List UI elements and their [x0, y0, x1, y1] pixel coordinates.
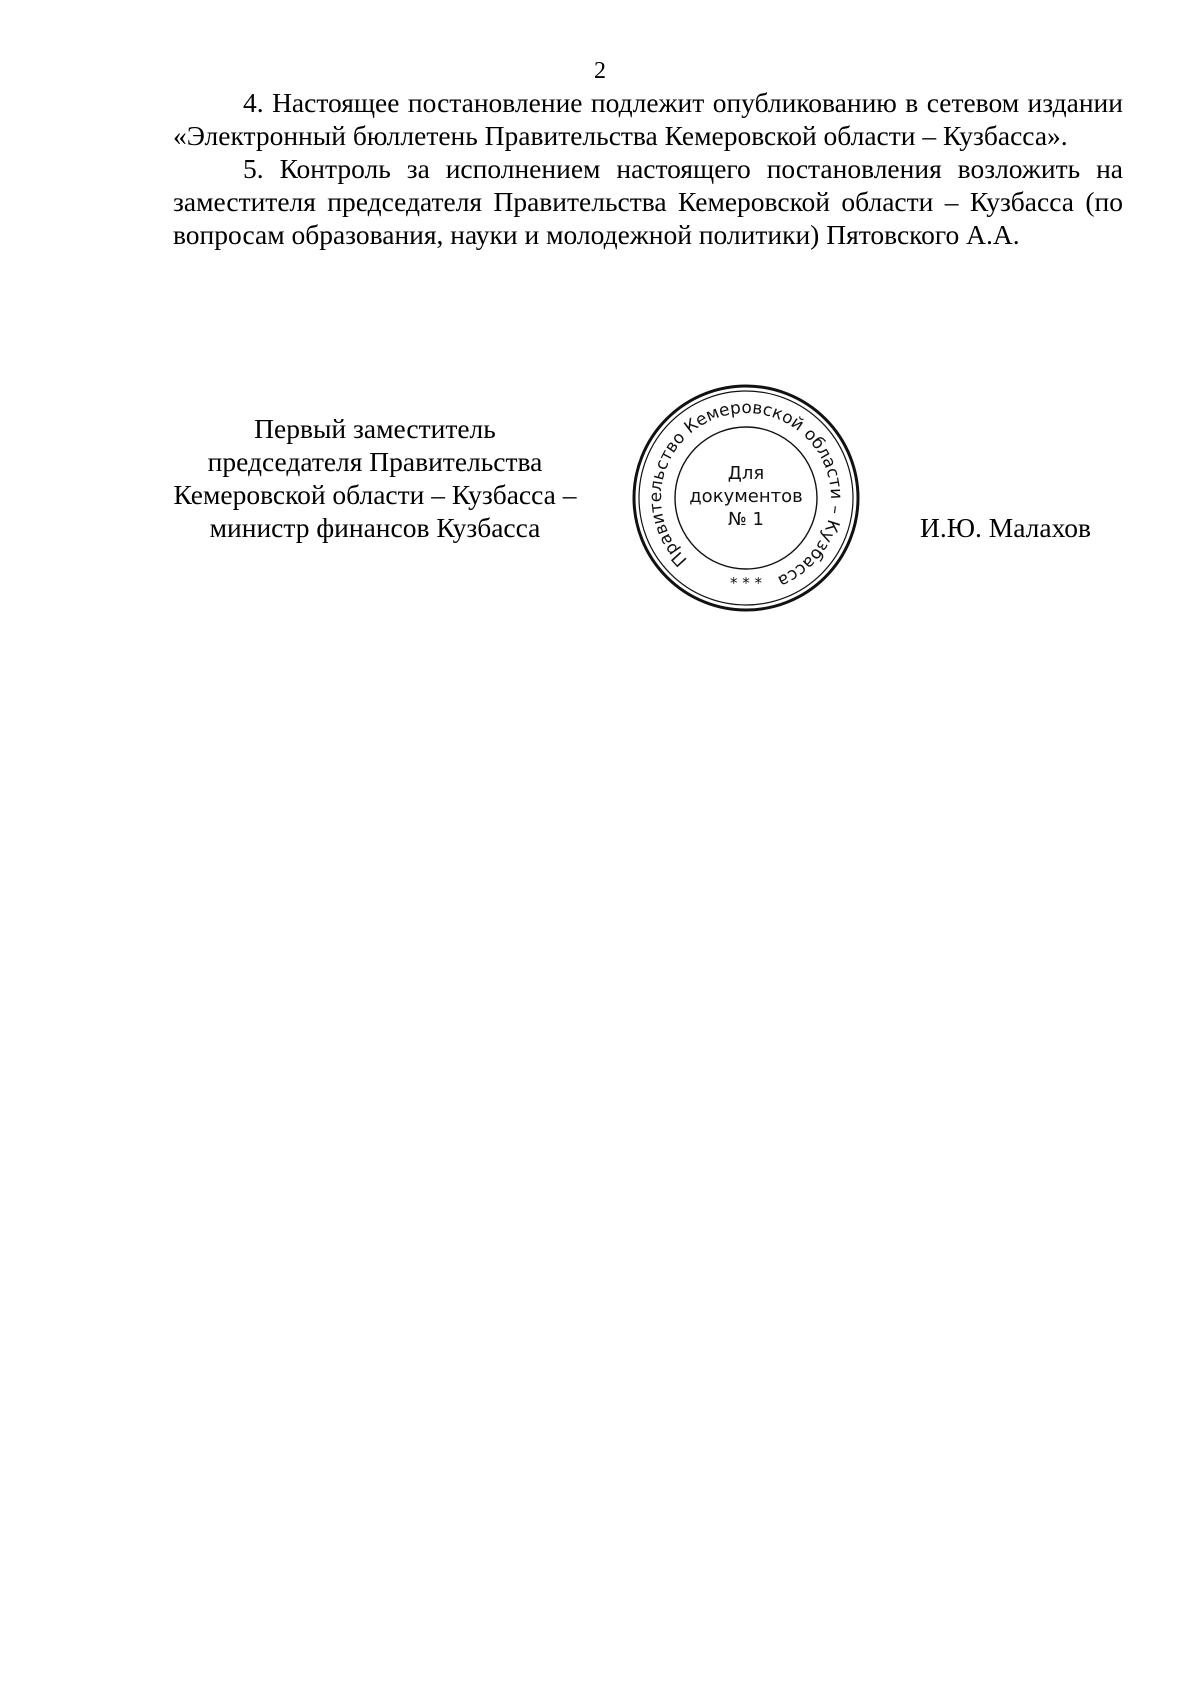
position-line: председателя Правительства: [207, 446, 543, 477]
seal-stars: * * *: [729, 574, 763, 592]
page-number: 2: [594, 58, 606, 84]
seal-center-line: Для: [727, 463, 765, 484]
seal-ring-text: Правительство Кемеровской области – Кузбасса: [645, 397, 847, 592]
position-line: Кемеровской области – Кузбасса –: [173, 479, 577, 510]
seal-graphic: [631, 383, 861, 613]
document-body: [173, 86, 1123, 251]
paragraph-5: 5. Контроль за исполнением настоящего постановления возложить на заместителя председателя Правительства Кемеровской области – Кузбасса (по вопросам образования, науки и молодежной политики) Пятовского А.А.: [173, 153, 1123, 250]
position-line: министр финансов Кузбасса: [209, 512, 541, 543]
signature-position: [150, 412, 600, 544]
position-line: Первый заместитель: [254, 413, 496, 444]
paragraph-4: 4. Настоящее постановление подлежит опубликованию в сетевом издании «Электронный бюллетень Правительства Кемеровской области – Кузбасса».: [173, 87, 1123, 151]
seal-center-line: документов: [689, 486, 803, 507]
seal-center-line: № 1: [728, 509, 764, 530]
official-seal: [631, 383, 861, 613]
signatory-name: И.Ю. Малахов: [920, 512, 1092, 543]
